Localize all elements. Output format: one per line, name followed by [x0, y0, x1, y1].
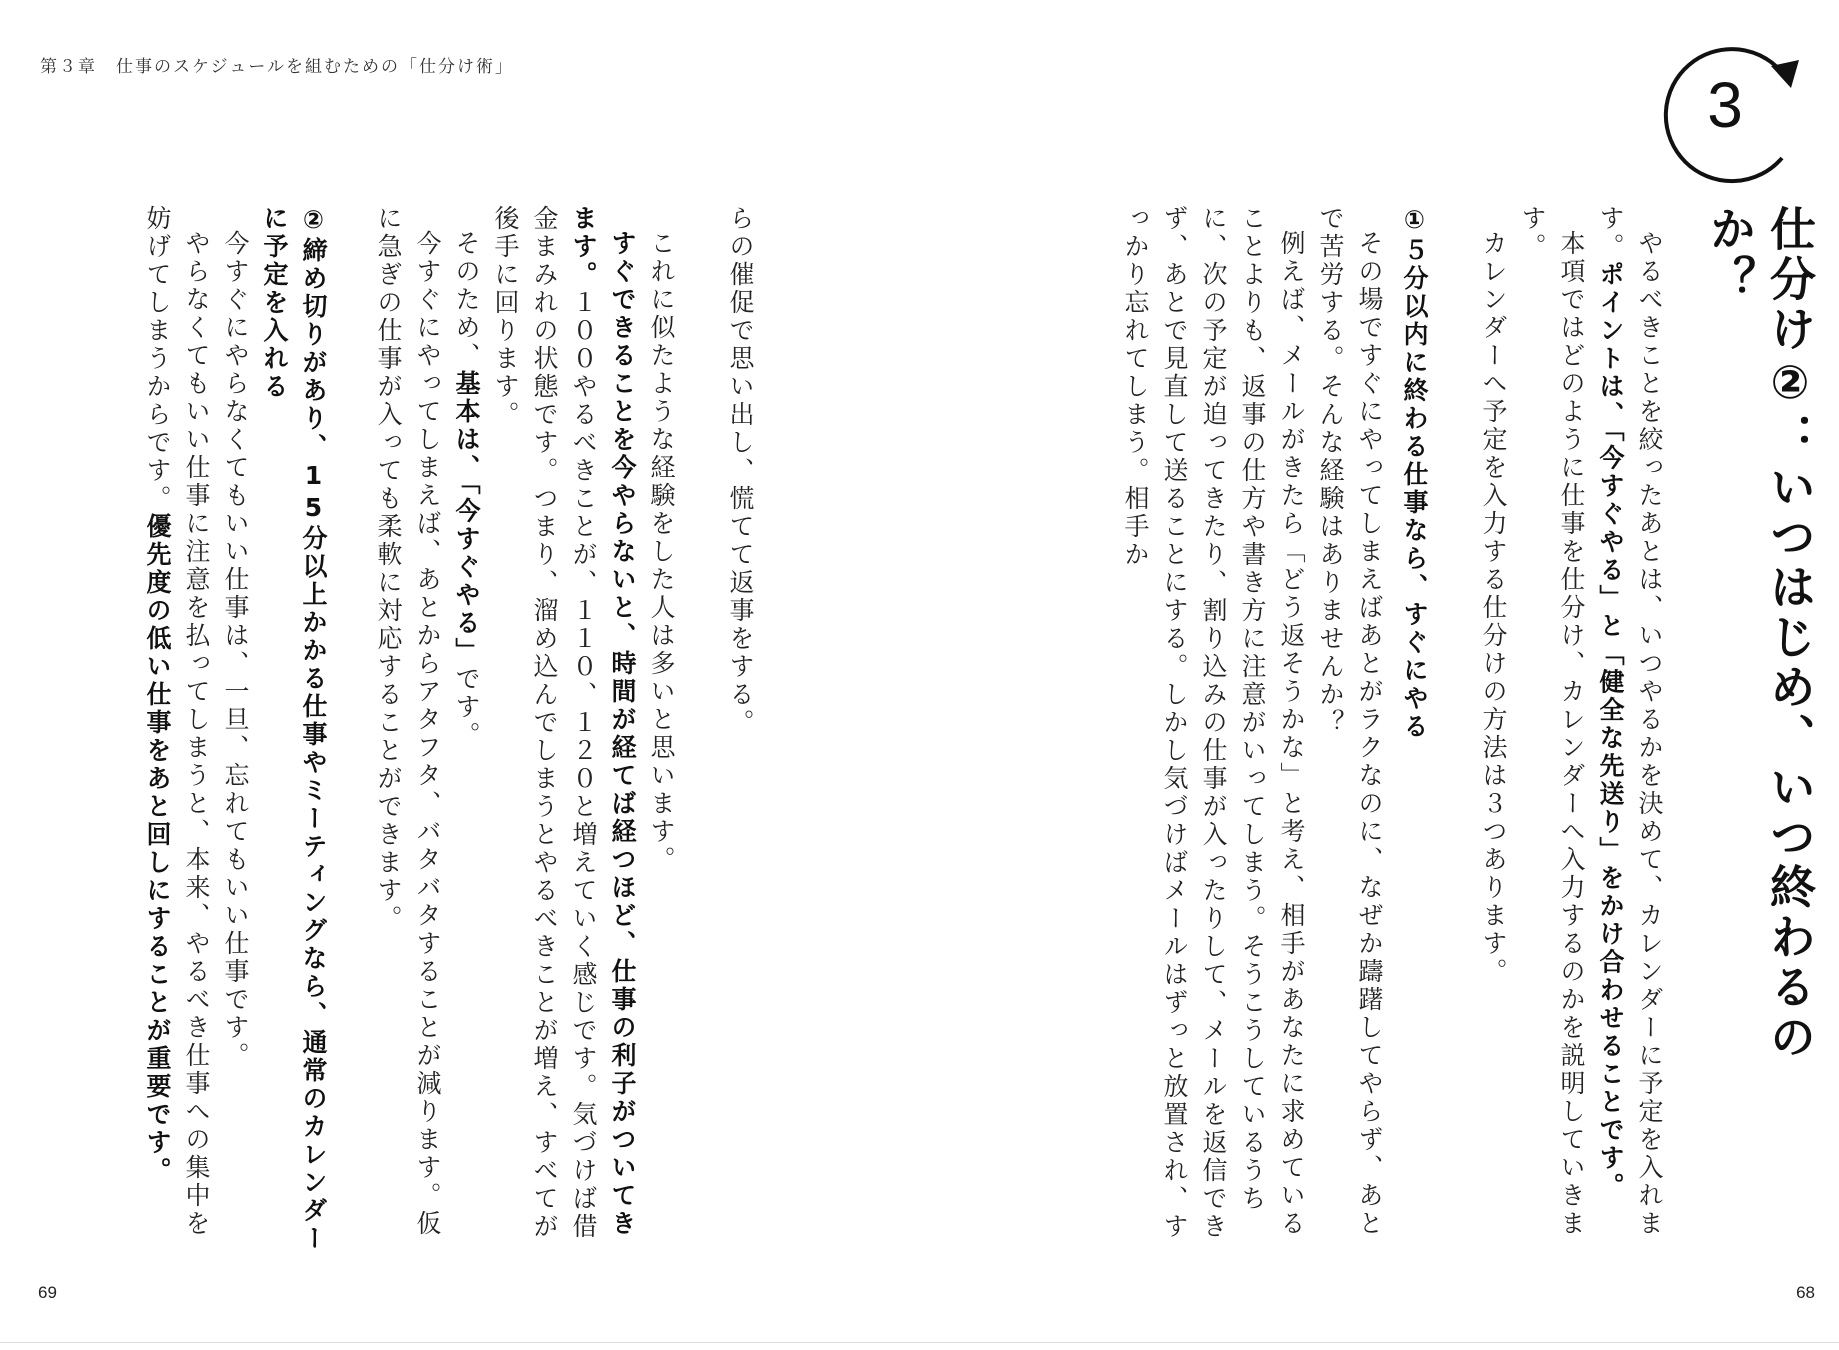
- paragraph: これに似たような経験をした人は多いと思います。: [647, 230, 676, 874]
- paragraph: 今すぐにやらなくてもいい仕事は、一旦、忘れてもいい仕事です。: [221, 230, 250, 1070]
- running-head: 第３章 仕事のスケジュールを組むための「仕分け術」: [40, 57, 514, 77]
- divider: [0, 1342, 1839, 1343]
- left-page-body: [60, 205, 760, 1265]
- subheading-2: ②締め切りがあり、15分以上かかる仕事やミーティングなら、通常のカレンダーに予定を入れる: [260, 205, 328, 1253]
- section-title: 仕分け②：いつはじめ、いつ終わるのか？: [1703, 205, 1817, 1063]
- paragraph: らの催促で思い出し、慌てて返事をする。: [726, 205, 755, 737]
- paragraph: 今すぐにやってしまえば、あとからアタフタ、バタバタすることが減ります。仮に急ぎの仕事が入っても柔軟に対応することができます。: [374, 205, 442, 1238]
- paragraph: カレンダーへ予定を入力する仕分けの方法は３つあります。: [1479, 230, 1508, 986]
- paragraph: 本項ではどのように仕事を仕分け、カレンダーへ入力するのかを説明していきます。: [1518, 205, 1586, 1238]
- bold-text: ポイントは、「今すぐやる」と「健全な先送り」をかけ合わせることです。: [1596, 261, 1625, 1201]
- paragraph: やらなくてもいい仕事に注意を払ってしまうと、本来、やるべき仕事への集中を妨げてしまうからです。優先度の低い仕事をあと回しにすることが重要です。: [143, 205, 211, 1238]
- bold-text: すぐできることを今やらないと、時間が経てば経つほど、仕事の利子がついてきます。: [569, 205, 637, 1238]
- right-page-body: [1116, 205, 1669, 1265]
- paragraph: そのため、基本は、「今すぐやる」です。: [452, 230, 481, 750]
- paragraph: 例えば、メールがきたら「どう返そうかな」と考え、相手があなたに求めていることよりも、返事の仕方や書き方に注意がいってしまう。そうこうしているうちに、次の予定が迫ってきたり、割り込みの仕事が入ったりして、メールを返信できず、あとで見直して送ることにする。しかし気づけばメールはずっと放置され、すっかり忘れてしまう。相手か: [1121, 205, 1306, 1241]
- page-number-left: 69: [38, 1283, 57, 1302]
- bold-text: 基本は、「今すぐやる」: [452, 370, 481, 666]
- chapter-number: 3: [1707, 69, 1743, 141]
- page-number-right: 68: [1796, 1283, 1815, 1302]
- paragraph: その場ですぐにやってしまえばあとがラクなのに、なぜか躊躇してやらず、あとで苦労する。そんな経験はありませんか？: [1316, 205, 1384, 1238]
- subheading-1: ①５分以内に終わる仕事なら、すぐにやる: [1400, 205, 1429, 741]
- paragraph: やるべきことを絞ったあとは、いつやるかを決めて、カレンダーに予定を入れます。ポイントは、「今すぐやる」と「健全な先送り」をかけ合わせることです。: [1596, 205, 1664, 1238]
- paragraph: すぐできることを今やらないと、時間が経てば経つほど、仕事の利子がついてきます。１００やるべきことが、１１０、１２０と増えていく感じです。気づけば借金まみれの状態です。つまり、溜め込んでしまうとやるべきことが増え、すべてが後手に回ります。: [491, 205, 637, 1241]
- bold-text: 優先度の低い仕事をあと回しにすることが重要です。: [143, 513, 172, 1185]
